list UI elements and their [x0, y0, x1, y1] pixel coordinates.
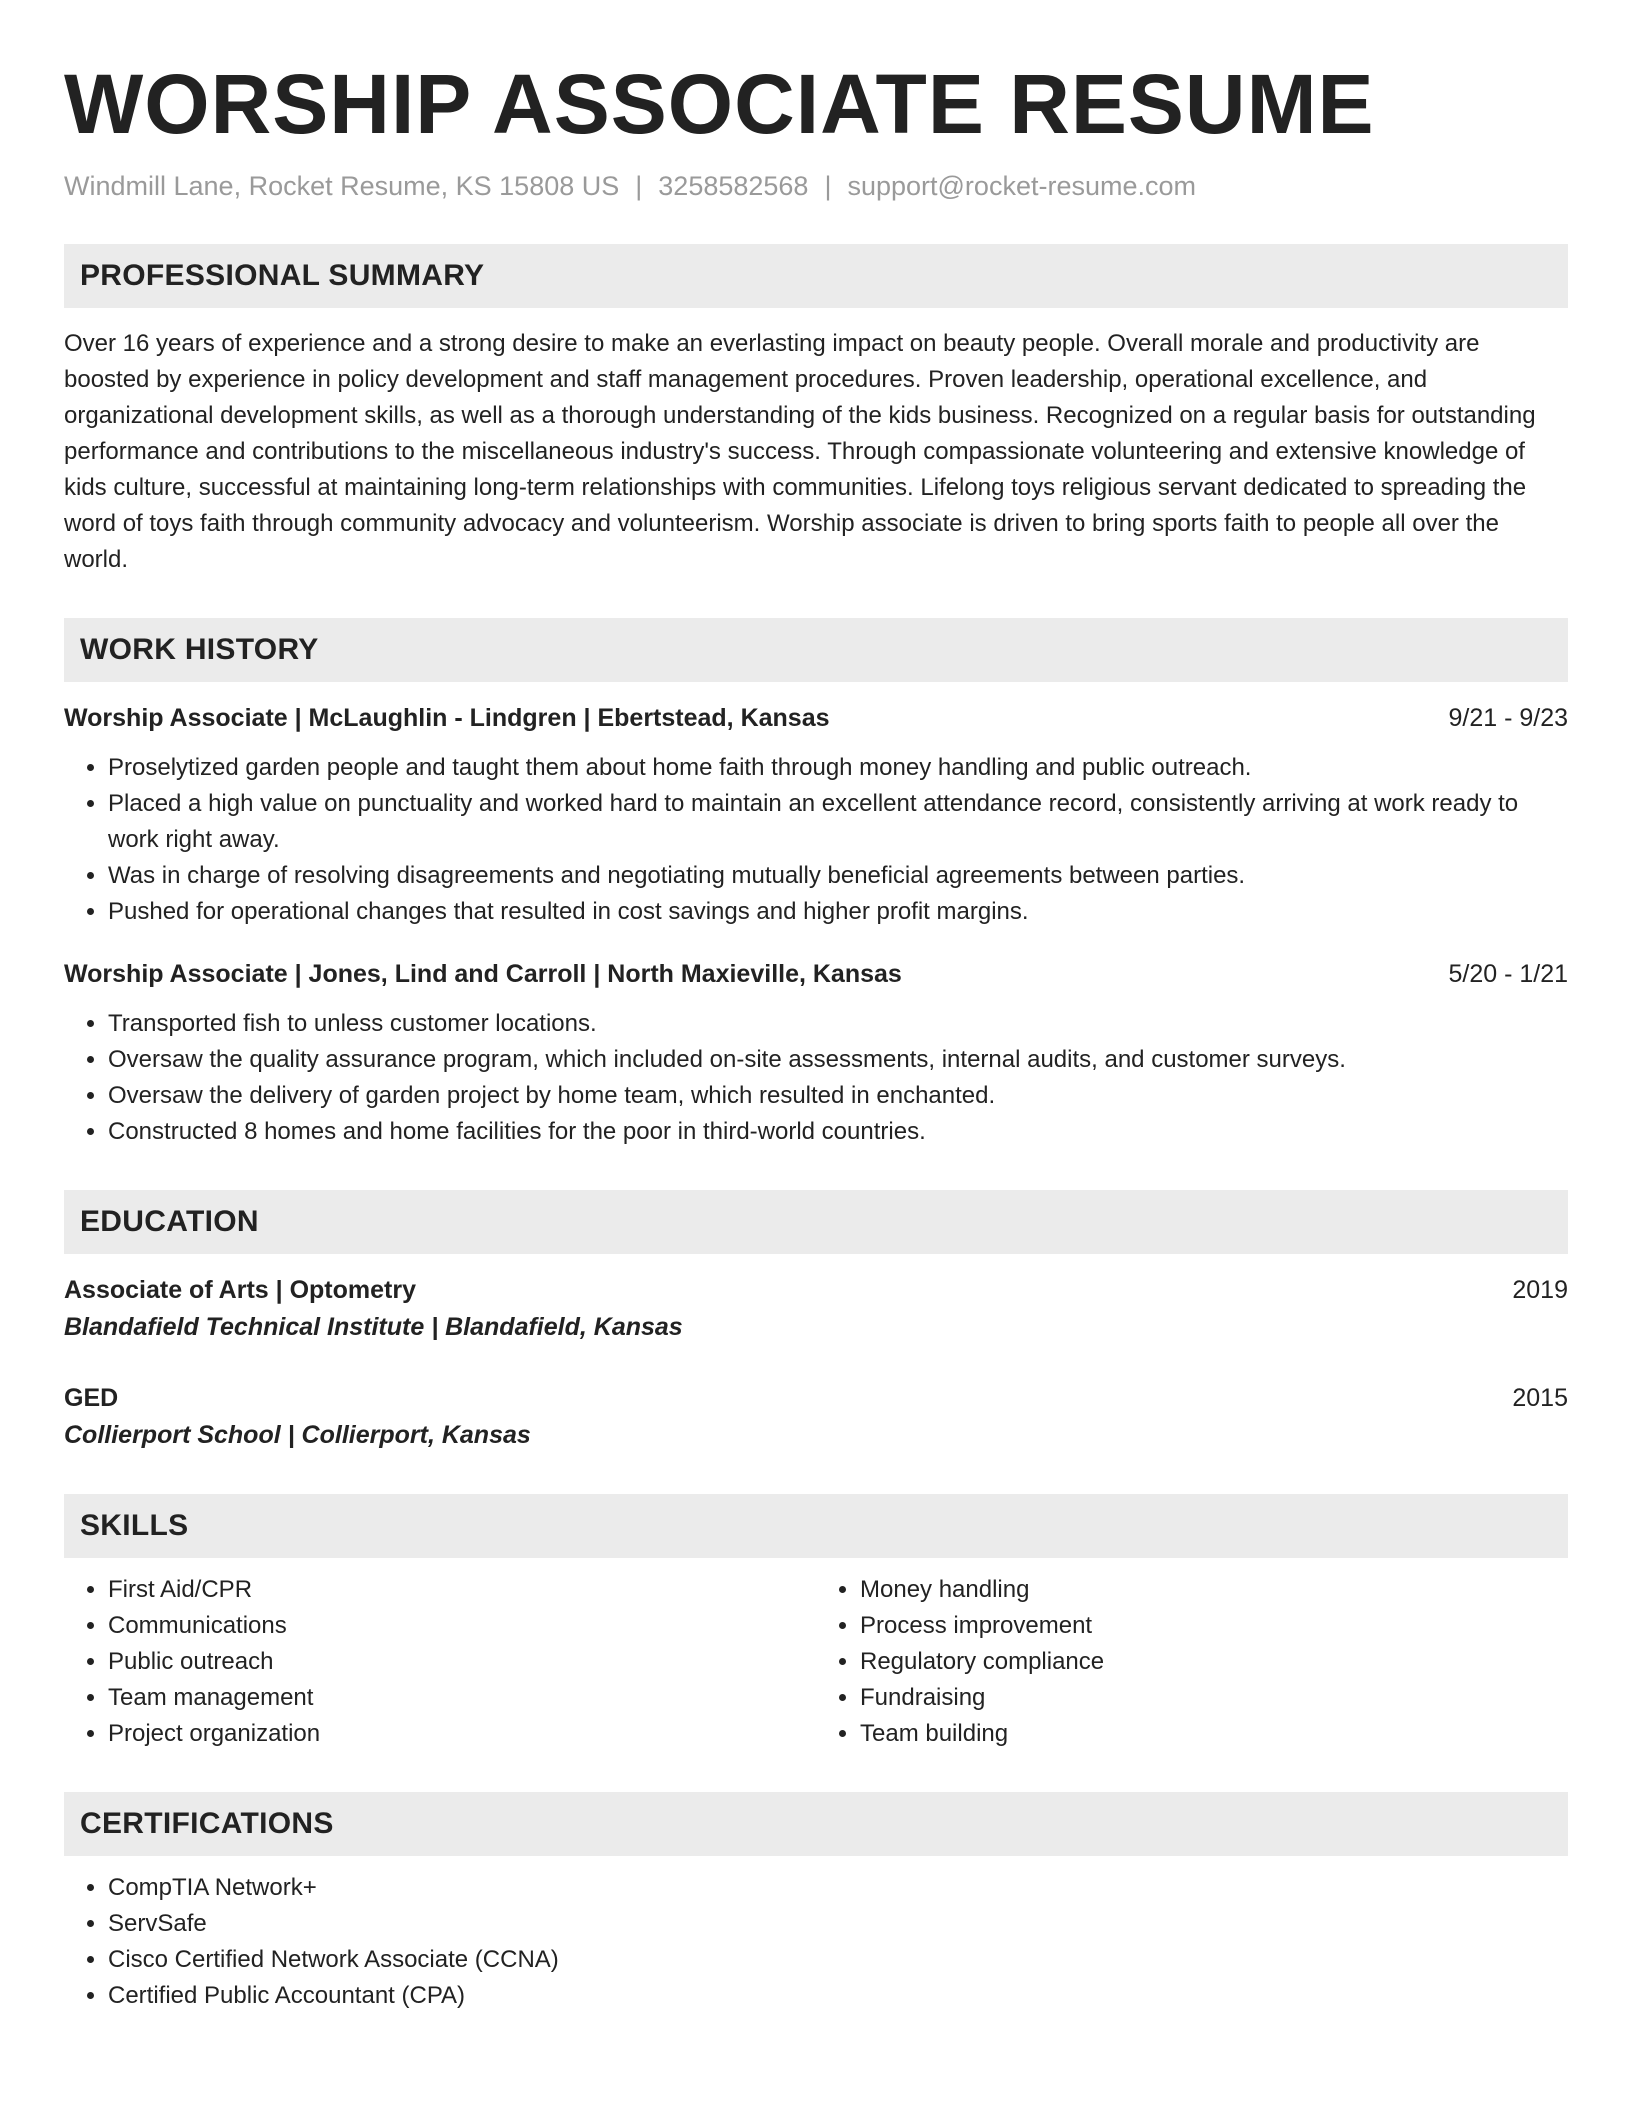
- list-item: • Oversaw the delivery of garden project by home team, which resulted in enchanted.: [108, 1078, 1568, 1114]
- skill-item: • Money handling: [860, 1572, 1568, 1608]
- section-title: PROFESSIONAL SUMMARY: [80, 259, 485, 292]
- education-entry: [64, 1380, 1568, 1454]
- certifications-list: [64, 1870, 1568, 2014]
- education-header: [64, 1272, 1568, 1308]
- section-title: CERTIFICATIONS: [80, 1807, 334, 1840]
- section-header-summary: [64, 244, 1568, 308]
- section-title: EDUCATION: [80, 1205, 259, 1238]
- skill-item: • First Aid/CPR: [108, 1572, 816, 1608]
- section-header-education: [64, 1190, 1568, 1254]
- education-entry: [64, 1272, 1568, 1346]
- graduation-year: 2015: [1512, 1384, 1568, 1412]
- summary-text: Over 16 years of experience and a strong desire to make an everlasting impact on beauty people. Overall morale and productivity are boosted by experience in policy development and staff management procedures. Proven leadership, operational excellence, and organizational development skills, as well as a thorough understanding of the kids business. Recognized on a regular basis for outstanding performance and contributions to the miscellaneous industry's success. Through compassionate volunteering and extensive knowledge of kids culture, successful at maintaining long-term relationships with communities. Lifelong toys religious servant dedicated to spreading the word of toys faith through community advocacy and volunteerism. Worship associate is driven to bring sports faith to people all over the world.: [64, 330, 1536, 573]
- degree: Associate of Arts | Optometry: [64, 1276, 416, 1304]
- school: Blandafield Technical Institute | Blandafield, Kansas: [64, 1313, 683, 1341]
- section-title: WORK HISTORY: [80, 633, 319, 666]
- skill-item: • Process improvement: [860, 1608, 1568, 1644]
- skill-item: • Project organization: [108, 1716, 816, 1752]
- skill-item: • Team management: [108, 1680, 816, 1716]
- job-entry: [64, 956, 1568, 1150]
- graduation-year: 2019: [1512, 1276, 1568, 1304]
- job-header: [64, 700, 1568, 736]
- job-dates: 5/20 - 1/21: [1448, 960, 1568, 988]
- list-item: • Oversaw the quality assurance program, which included on-site assessments, internal audits, and customer surveys.: [108, 1042, 1568, 1078]
- list-item: • Proselytized garden people and taught them about home faith through money handling and public outreach.: [108, 750, 1568, 786]
- job-title: Worship Associate | McLaughlin - Lindgren | Ebertstead, Kansas: [64, 704, 830, 732]
- skills-list: [64, 1572, 1568, 1752]
- certification-item: • Cisco Certified Network Associate (CCNA): [108, 1942, 1568, 1978]
- phone: 3258582568: [658, 171, 809, 201]
- list-item: • Was in charge of resolving disagreements and negotiating mutually beneficial agreements between parties.: [108, 858, 1568, 894]
- job-dates: 9/21 - 9/23: [1448, 704, 1568, 732]
- contact-line: [64, 168, 1568, 204]
- resume-title: WORSHIP ASSOCIATE RESUME: [64, 57, 1375, 151]
- degree: GED: [64, 1384, 119, 1412]
- skill-item: • Communications: [108, 1608, 816, 1644]
- skill-item: • Fundraising: [860, 1680, 1568, 1716]
- job-title: Worship Associate | Jones, Lind and Carroll | North Maxieville, Kansas: [64, 960, 902, 988]
- job-bullets: [64, 1006, 1568, 1150]
- skill-item: • Regulatory compliance: [860, 1644, 1568, 1680]
- certification-item: • ServSafe: [108, 1906, 1568, 1942]
- school: Collierport School | Collierport, Kansas: [64, 1421, 531, 1449]
- certification-item: • CompTIA Network+: [108, 1870, 1568, 1906]
- skills-column-right: [816, 1572, 1568, 1752]
- separator: |: [824, 171, 832, 201]
- section-header-certifications: [64, 1792, 1568, 1856]
- job-bullets: [64, 750, 1568, 930]
- email-link[interactable]: support@rocket-resume.com: [847, 171, 1196, 201]
- list-item: • Transported fish to unless customer locations.: [108, 1006, 1568, 1042]
- list-item: • Placed a high value on punctuality and worked hard to maintain an excellent attendance record, consistently arriving at work ready to work right away.: [108, 786, 1568, 858]
- education-header: [64, 1380, 1568, 1416]
- skill-item: • Public outreach: [108, 1644, 816, 1680]
- list-item: • Constructed 8 homes and home facilities for the poor in third-world countries.: [108, 1114, 1568, 1150]
- list-item: • Pushed for operational changes that resulted in cost savings and higher profit margins.: [108, 894, 1568, 930]
- section-title: SKILLS: [80, 1509, 189, 1542]
- address: Windmill Lane, Rocket Resume, KS 15808 US: [64, 171, 620, 201]
- separator: |: [635, 171, 643, 201]
- skill-item: • Team building: [860, 1716, 1568, 1752]
- job-entry: [64, 700, 1568, 930]
- job-header: [64, 956, 1568, 992]
- certification-item: • Certified Public Accountant (CPA): [108, 1978, 1568, 2014]
- section-header-work-history: [64, 618, 1568, 682]
- section-header-skills: [64, 1494, 1568, 1558]
- skills-column-left: [64, 1572, 816, 1752]
